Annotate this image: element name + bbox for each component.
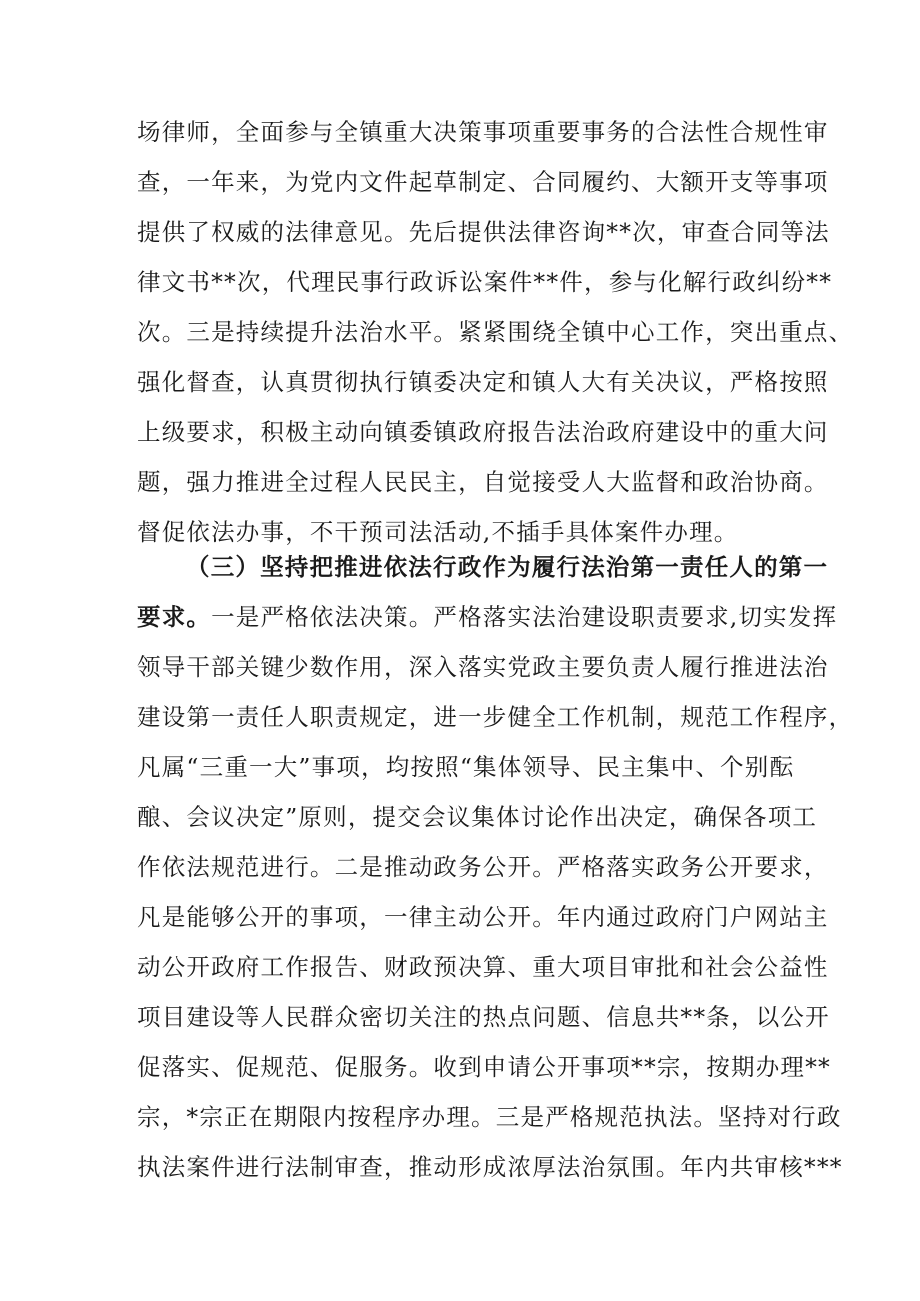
text-line: 凡是能够公开的事项，一律主动公开。年内通过政府门户网站主 bbox=[137, 903, 829, 931]
text-line: 作依法规范进行。二是推动政务公开。严格落实政务公开要求， bbox=[137, 853, 829, 881]
text-line: 督促依法办事，不干预司法活动,不插手具体案件办理。 bbox=[137, 518, 739, 546]
text-line: 建设第一责任人职责规定，进一步健全工作机制，规范工作程序， bbox=[137, 703, 854, 731]
text-line: 强化督查，认真贯彻执行镇委决定和镇人大有关决议，严格按照 bbox=[137, 368, 829, 396]
text-line: 项目建设等人民群众密切关注的热点问题、信息共**条，以公开 bbox=[137, 1003, 830, 1031]
text-run: 一是严格依法决策。严格落实法治建设职责要求,切实发挥 bbox=[211, 603, 838, 631]
text-line: 动公开政府工作报告、财政预决算、重大项目审批和社会公益性 bbox=[137, 953, 829, 981]
text-line bbox=[137, 602, 837, 632]
text-line: 宗，*宗正在期限内按程序办理。三是严格规范执法。坚持对行政 bbox=[137, 1103, 842, 1131]
heading-part: 要求。 bbox=[137, 603, 212, 631]
text-line: 律文书**次，代理民事行政诉讼案件**件，参与化解行政纠纷** bbox=[137, 268, 833, 296]
text-line: 酿、会议决定”原则，提交会议集体讨论作出决定，确保各项工 bbox=[137, 803, 818, 831]
text-line: 题，强力推进全过程人民民主，自觉接受人大监督和政治协商。 bbox=[137, 468, 829, 496]
text-line: 领导干部关键少数作用，深入落实党政主要负责人履行推进法治 bbox=[137, 653, 829, 681]
text-line: 提供了权威的法律意见。先后提供法律咨询**次，审查合同等法 bbox=[137, 218, 830, 246]
section-heading bbox=[186, 552, 828, 582]
text-line: 促落实、促规范、促服务。收到申请公开事项**宗，按期办理** bbox=[137, 1053, 831, 1081]
text-line: 执法案件进行法制审查，推动形成浓厚法治氛围。年内共审核*** bbox=[137, 1153, 843, 1181]
heading-part: （三）坚持把推进依法行政作为履行法治第一责任人的第一 bbox=[186, 553, 829, 581]
text-line: 凡属“三重一大”事项，均按照“集体领导、民主集中、个别酝 bbox=[137, 753, 795, 781]
text-line: 次。三是持续提升法治水平。紧紧围绕全镇中心工作，突出重点、 bbox=[137, 318, 854, 346]
text-line: 场律师，全面参与全镇重大决策事项重要事务的合法性合规性审 bbox=[137, 118, 829, 146]
text-line: 上级要求，积极主动向镇委镇政府报告法治政府建设中的重大问 bbox=[137, 418, 829, 446]
text-line: 查，一年来，为党内文件起草制定、合同履约、大额开支等事项 bbox=[137, 168, 829, 196]
